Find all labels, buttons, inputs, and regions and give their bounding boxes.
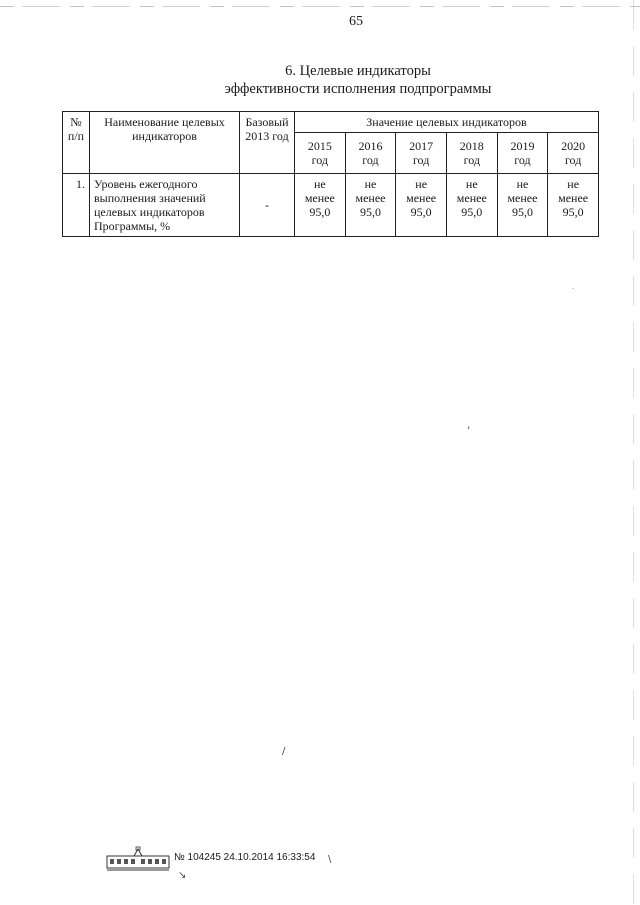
scan-speck: , <box>467 420 471 431</box>
row-value-2019 <box>497 174 548 237</box>
section-heading <box>0 62 640 98</box>
header-base: Базовый 2013 год <box>240 112 295 174</box>
building-stamp-icon <box>106 846 170 872</box>
year-unit: год <box>362 153 379 167</box>
header-year-2017 <box>396 133 447 174</box>
value-number: 95,0 <box>359 205 381 219</box>
header-year-2019 <box>497 133 548 174</box>
header-year-2016 <box>345 133 396 174</box>
row-value-2020 <box>548 174 599 237</box>
header-year-2020 <box>548 133 599 174</box>
header-year-2018 <box>446 133 497 174</box>
year-label: 2019 <box>510 139 535 153</box>
heading-line-2: эффективности исполнения подпрограммы <box>224 81 492 97</box>
value-line: не <box>567 177 580 191</box>
year-unit: год <box>311 153 329 167</box>
header-num: № п/п <box>63 112 90 174</box>
indicators-table <box>62 111 599 237</box>
row-value-2016 <box>345 174 396 237</box>
year-label: 2020 <box>561 139 586 153</box>
scan-artifact-edge <box>633 0 634 905</box>
value-line: менее <box>456 191 487 205</box>
row-value-2017 <box>396 174 447 237</box>
row-name: Уровень ежегодного выполнения значений целевых индикаторов Программы, % <box>90 174 240 237</box>
table-row <box>63 174 599 237</box>
value-line: менее <box>507 191 538 205</box>
value-line: не <box>516 177 529 191</box>
year-label: 2018 <box>459 139 484 153</box>
scan-speck: / <box>282 746 286 757</box>
header-row-1 <box>63 112 599 133</box>
value-line: не <box>465 177 478 191</box>
row-num: 1. <box>63 174 90 237</box>
value-number: 95,0 <box>410 205 432 219</box>
registration-footer <box>106 846 406 886</box>
heading-line-1: 6. Целевые индикаторы <box>285 63 431 79</box>
value-line: менее <box>304 191 335 205</box>
row-base: - <box>240 174 295 237</box>
year-unit: год <box>564 153 582 167</box>
scan-speck: · <box>572 286 574 293</box>
value-number: 95,0 <box>309 205 331 219</box>
year-unit: год <box>412 153 430 167</box>
registration-text: № 104245 24.10.2014 16:33:54 <box>174 852 316 863</box>
row-value-2018 <box>446 174 497 237</box>
value-line: менее <box>406 191 437 205</box>
year-label: 2015 <box>307 139 332 153</box>
year-unit: год <box>463 153 480 167</box>
value-line: не <box>415 177 428 191</box>
value-line: не <box>313 177 326 191</box>
arrow-mark-icon: ↘ <box>178 870 187 881</box>
value-line: менее <box>355 191 386 205</box>
value-line: не <box>364 177 377 191</box>
year-label: 2017 <box>409 139 434 153</box>
header-year-2015 <box>295 133 346 174</box>
value-number: 95,0 <box>511 205 533 219</box>
header-name: Наименование целевых индикаторов <box>90 112 240 174</box>
page-number: 65 <box>349 14 363 29</box>
scan-speck: \ <box>328 854 332 865</box>
value-number: 95,0 <box>562 205 584 219</box>
row-value-2015 <box>295 174 346 237</box>
value-line: менее <box>558 191 589 205</box>
header-values-group: Значение целевых индикаторов <box>295 112 599 133</box>
scan-artifact-top <box>0 6 640 7</box>
year-label: 2016 <box>358 139 383 153</box>
value-number: 95,0 <box>461 205 483 219</box>
year-unit: год <box>514 153 531 167</box>
